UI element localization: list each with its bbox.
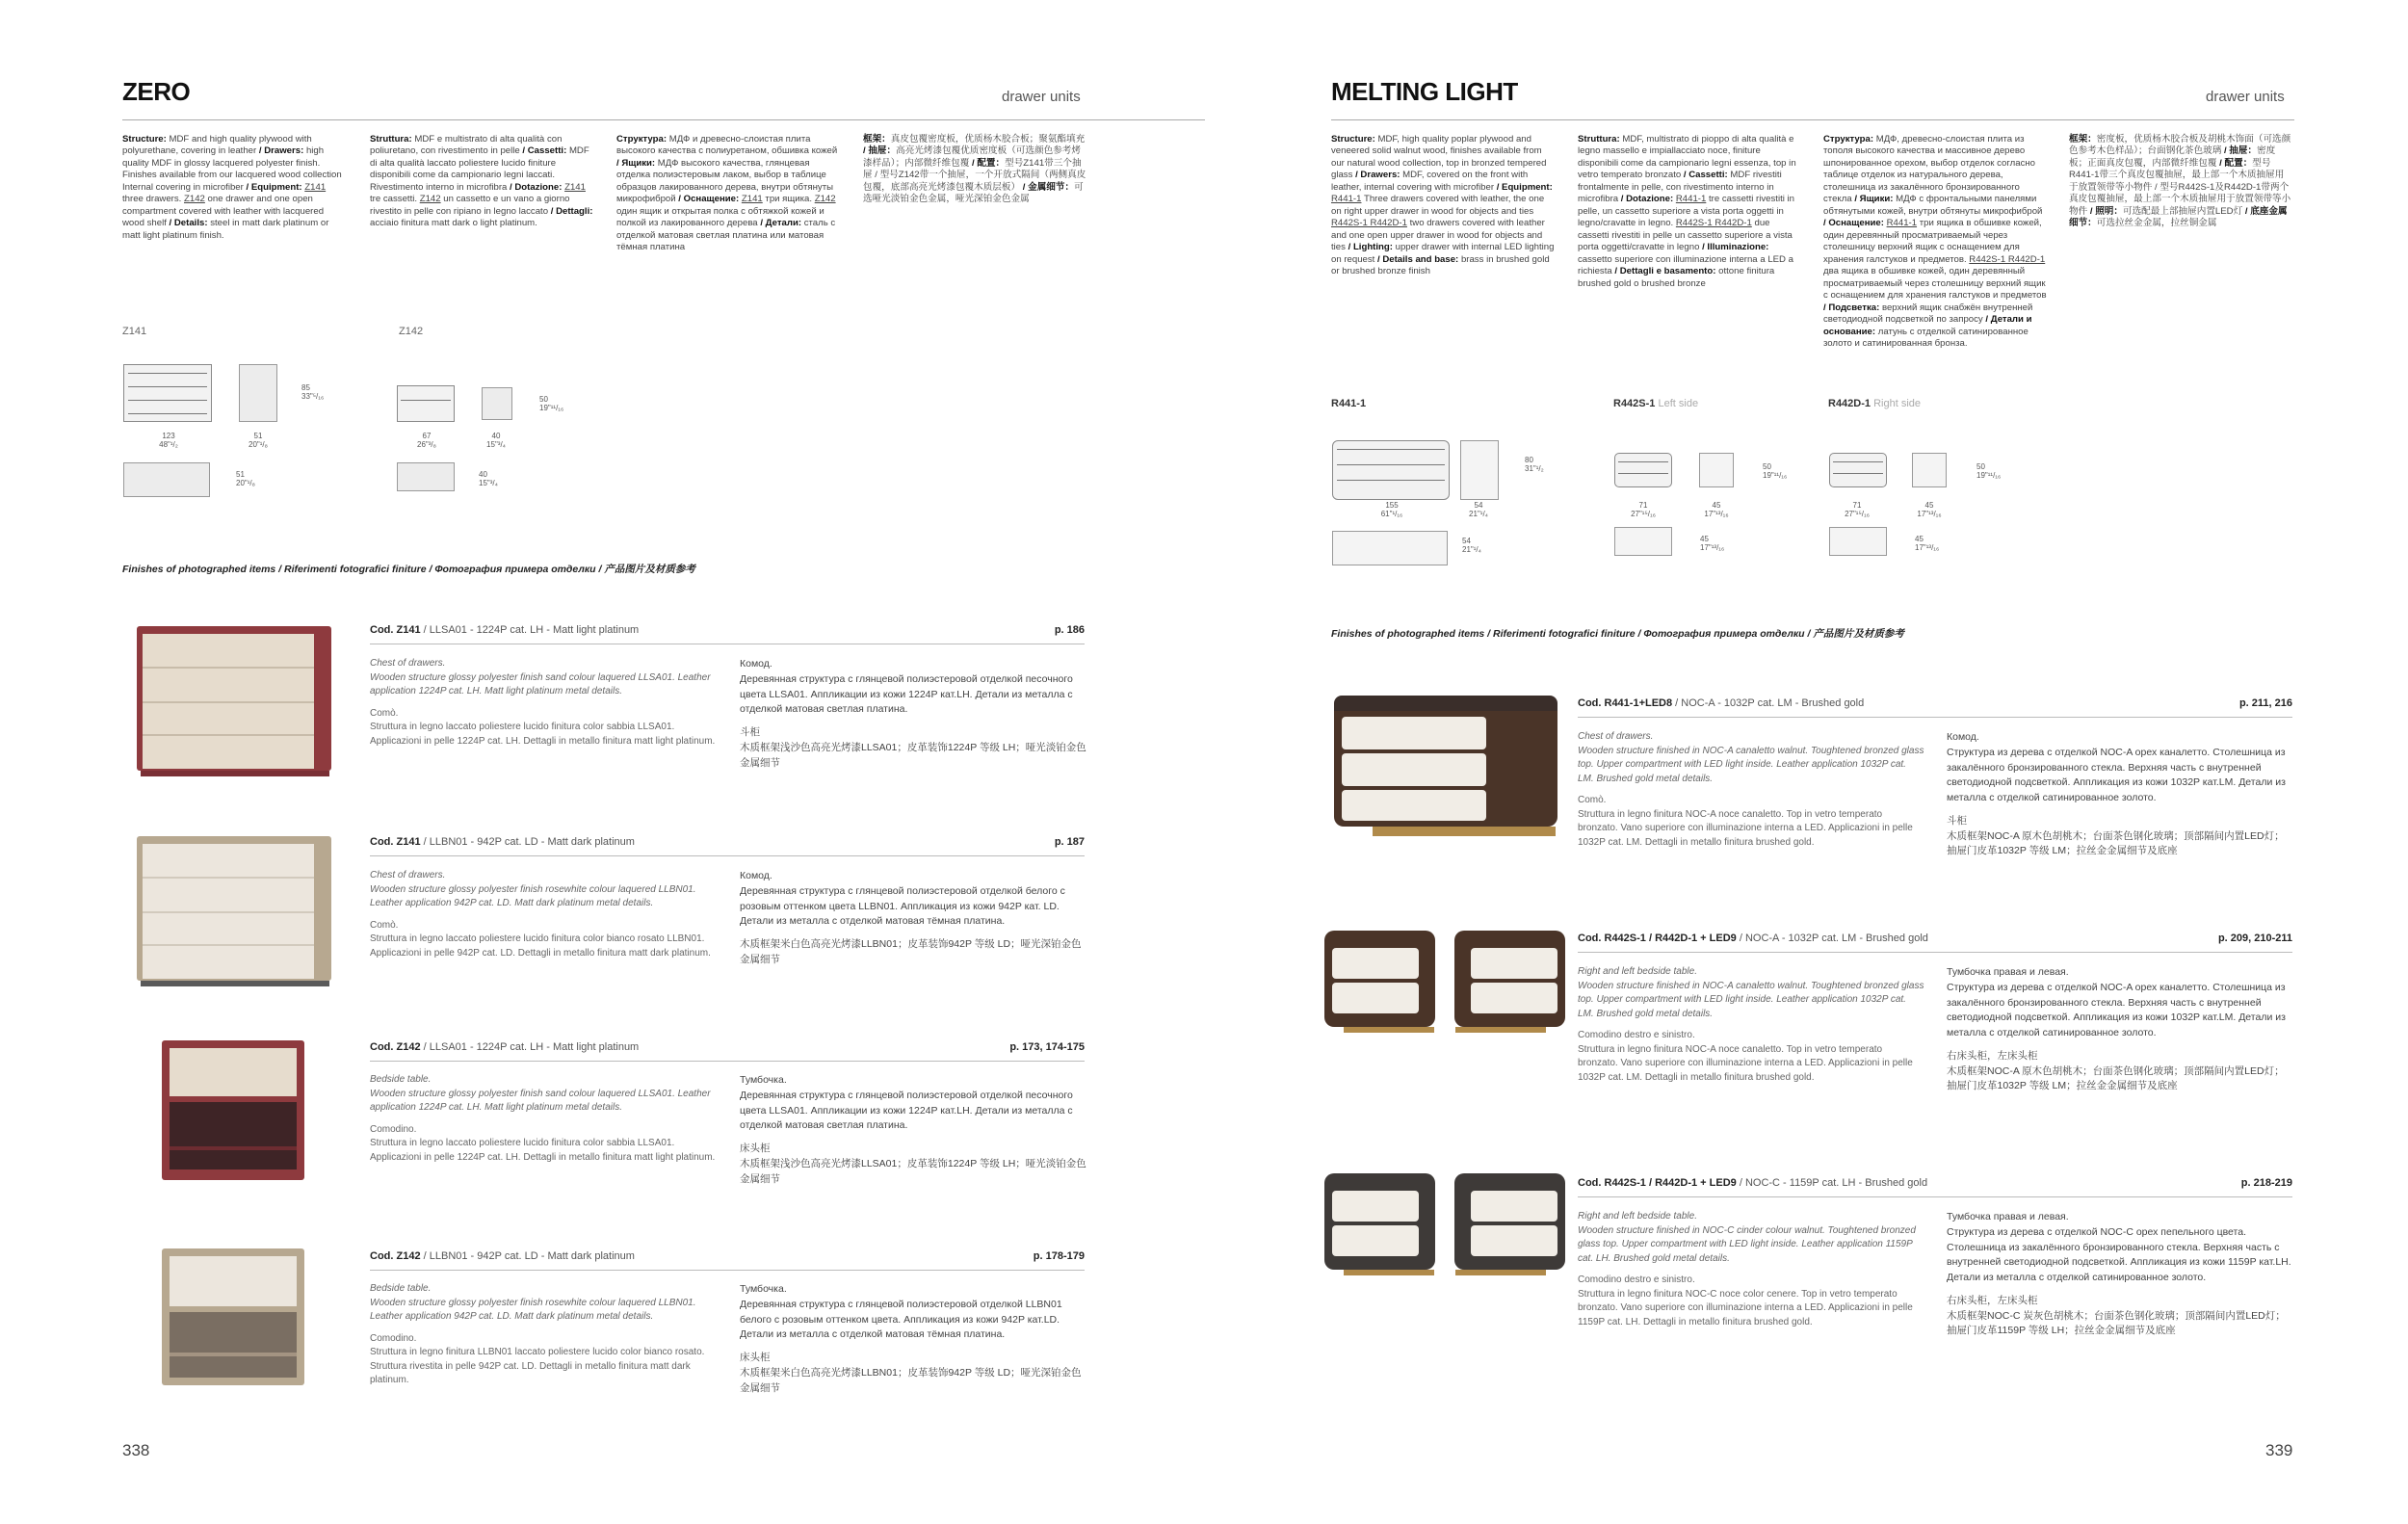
dim-r442s-d: 45 17"¹³/₁₆ <box>1704 501 1729 519</box>
model-code-z141: Z141 <box>122 326 147 337</box>
spec-column-cn: 框架：密度板，优质杨木胶合板及胡桃木饰面（可选颜色参考木色样品）；台面钢化茶色玻璃 / 抽屉：密度板；正面真皮包覆，内部微纤维包覆 / 配置：型号R441-1带三个真皮包覆抽屉，最上部一个木质抽屉用于放置领带等小物件 / 型号R442S-1及R442D-1带两个真皮包覆抽屉，最上部一个木质抽屉用于放置领带等小物件 / 照明：可选配最上部抽屉内置LED灯 / 底座金属细节：可选拉丝金金属，拉丝铜金属 <box>2069 134 2291 229</box>
item-rule <box>1578 717 2292 718</box>
item-desc-ru-cn: Тумбочка правая и левая. Структура из дерева с отделкой NOC-A орех каналетто. Столешница из закалённого бронзированного стекла. Верхняя часть с внутренней светодиодной подсветкой. Аппликация из кожи 1032P кат.LM. Детали из металла с отделкой сатинированное золото. 右床头柜，左床头柜 木质框架NOC-A 原木色胡桃木；台面茶色钢化玻璃；顶部隔间内置LED灯；抽屉门皮革1032P 等级 LM；拉丝金金属细节及底座 <box>1947 966 2286 1092</box>
diagram-r442s-front <box>1614 453 1672 487</box>
item-desc-en-it: Bedside table. Wooden structure glossy polyester finish sand colour laquered LLSA01. Leather application 1224P cat. LH. Matt light platinum metal details. Comodino. Struttura in legno laccato poliestere lucido finitura color sabbia LLSA01. Applicazioni in pelle 1224P cat. LH. Dettagli in metallo finitura matt light platinum. <box>370 1074 716 1163</box>
diagram-r442d-side <box>1912 453 1947 487</box>
item-page-ref: p. 186 <box>1054 624 1085 636</box>
item-page-ref: p. 209, 210-211 <box>2217 933 2292 944</box>
finishes-title: Finishes of photographed items / Riferimenti fotografici finiture / Фотография примера отделки / 产品图片及材质参考 <box>122 564 695 575</box>
spec-column-ru: Структура: МДФ, древесно-слоистая плита из тополя высокого качества и массивное дерево шпонированное орехом, выбор отделок согласно таблице отделок из натурального дерева, столешница из закалённого бронзированного стекла / Ящики: МДФ с фронтальными панелями обтянутыми кожей, внутри обтянуты микрофиброй / Оснащение: R441-1 три ящика в обшивке кожей, один деревянный просматриваемый через столешницу верхний ящик с оснащением для хранения галстуков и предметов. R442S-1 R442D-1 два ящика в обшивке кожей, один деревянный просматриваемый через столешницу верхний ящик с оснащением для хранения галстуков и предметов / Подсветка: верхний ящик снабжён внутренней светодиодной подсветкой по запросу / Детали и основание: латунь с отделкой сатинированное золото и сатинированная бронза. <box>1823 134 2047 349</box>
brand-title-melting-light: MELTING LIGHT <box>1331 77 1518 106</box>
product-image-z141-sand <box>137 626 331 780</box>
product-image-r441-noc-a <box>1334 696 1557 850</box>
product-image-r442-noc-a <box>1324 931 1565 1037</box>
diagram-r441-front <box>1332 440 1450 500</box>
diagram-z141-top <box>123 462 210 497</box>
item-desc-en-it: Right and left bedside table. Wooden structure finished in NOC-A canaletto walnut. Toughtened bronzed glass top. Upper compartment with LED light inside. Leather application 1032P cat. LM. Brushed gold metal details. Comodino destro e sinistro. Struttura in legno finitura NOC-A noce canaletto. Top in vetro temperato bronzato. Vano superiore con illuminazione interna a LED. Applicazioni in pelle 1032P cat. LM. Dettagli in metallo finitura brushed gold. <box>1578 966 1924 1083</box>
item-desc-ru-cn: Тумбочка правая и левая. Структура из дерева с отделкой NOC-C орех пепельного цвета. Столешница из закалённого бронзированного стекла. Верхняя часть с внутренней светодиодной подсветкой. Аппликация из кожи 1159P кат.LH. Детали из металла с отделкой сатинированное золото. 右床头柜，左床头柜 木质框架NOC-C 炭灰色胡桃木；台面茶色钢化玻璃；顶部隔间内置LED灯；抽屉门皮革1159P 等级 LH；拉丝金金属细节及底座 <box>1947 1211 2291 1337</box>
dim-z142-d: 40 15"³/₄ <box>486 432 506 450</box>
item-header: Cod. Z141 / LLSA01 - 1224P cat. LH - Matt light platinum <box>370 624 640 636</box>
dim-r442d-top: 45 17"¹³/₁₆ <box>1915 535 1940 553</box>
spec-column-en: Structure: MDF and high quality plywood with polyurethane, covering in leather / Drawers: high quality MDF in glossy lacquered polyester finish. Finishes available from our lacquered wood collection Internal covering in microfiber / Equipment: Z141 three drawers. Z142 one drawer and one open compartment covered with leather with lacquered wood shelf / Details: steel in matt dark platinum or matt light platinum finish. <box>122 134 342 241</box>
item-page-ref: p. 211, 216 <box>2238 697 2292 709</box>
category-label: drawer units <box>1002 89 1081 105</box>
diagram-r442s-top <box>1614 527 1672 556</box>
dim-z141-w: 123 48"¹/₂ <box>159 432 178 450</box>
page-number-right: 339 <box>2265 1441 2293 1459</box>
model-code-r442s: R442S-1 Left side <box>1613 398 1699 409</box>
diagram-r441-top <box>1332 531 1448 565</box>
diagram-z141-side <box>239 364 277 422</box>
diagram-r441-side <box>1460 440 1499 500</box>
spec-column-ru: Структура: МДФ и древесно-слоистая плита высокого качества с полиуретаном, обшивка кожей / Ящики: МДФ высокого качества, глянцевая отделка полиэстеровым лаком, выбор в таблице образцов лакированного дерева, внутри обтянуты микрофиброй / Оснащение: Z141 три ящика. Z142 один ящик и открытая полка с обтяжкой кожей и полкой из лакированного дерева / Детали: сталь с отделкой матовая светлая платина или матовая тёмная платина <box>616 134 838 253</box>
diagram-z141-front <box>123 364 212 422</box>
diagram-z142-side <box>482 387 512 420</box>
item-desc-ru-cn: Тумбочка. Деревянная структура с глянцевой полиэстеровой отделкой LLBN01 белого с розовым оттенком цвета. Аппликация из кожи 942P кат.LD. Детали из металла с отделкой матовая тёмная платина. 床头柜 木质框架米白色高亮光烤漆LLBN01；皮革装饰942P 等级 LD；哑光深铂金色金属细节 <box>740 1283 1082 1394</box>
item-desc-en-it: Bedside table. Wooden structure glossy polyester finish rosewhite colour laquered LLBN01. Leather application 942P cat. LD. Matt dark platinum metal details. Comodino. Struttura in legno finitura LLBN01 laccato poliestere lucido color bianco rosato. Struttura rivestita in pelle 942P cat. LD. Dettagli in metallo finitura matt dark platinum. <box>370 1283 705 1385</box>
item-desc-ru-cn: Тумбочка. Деревянная структура с глянцевой полиэстеровой отделкой песочного цвета LLSA01. Аппликации из кожи 1224P кат.LH. Детали из металла с отделкой матовая светлая платина. 床头柜 木质框架浅沙色高亮光烤漆LLSA01；皮革装饰1224P 等级 LH；哑光淡铂金色金属细节 <box>740 1074 1086 1185</box>
diagram-r442d-front <box>1829 453 1887 487</box>
dim-r442s-w: 71 27"¹⁵/₁₆ <box>1631 501 1656 519</box>
item-desc-en-it: Chest of drawers. Wooden structure glossy polyester finish rosewhite colour laquered LLBN01. Leather application 942P cat. LD. Matt dark platinum metal details. Comò. Struttura in legno laccato poliestere lucido finitura color bianco rosato LLBN01. Applicazioni in pelle 942P cat. LD. Dettagli in metallo finitura matt dark platinum. <box>370 870 711 959</box>
item-rule <box>370 1061 1085 1062</box>
diagram-r442d-top <box>1829 527 1887 556</box>
item-header: Cod. R442S-1 / R442D-1 + LED9 / NOC-C - 1159P cat. LH - Brushed gold <box>1578 1177 1928 1189</box>
dim-z142-w: 67 26"³/₈ <box>417 432 436 450</box>
category-label: drawer units <box>2206 89 2285 105</box>
dim-r442d-w: 71 27"¹⁵/₁₆ <box>1845 501 1870 519</box>
product-image-z142-rosewhite <box>162 1248 304 1391</box>
item-header: Cod. Z141 / LLBN01 - 942P cat. LD - Matt dark platinum <box>370 836 635 848</box>
product-image-z141-rosewhite <box>137 836 331 990</box>
brand-title-zero: ZERO <box>122 77 191 106</box>
dim-r441-top-d: 54 21"¹/₄ <box>1462 537 1481 555</box>
dim-r441-w: 155 61"¹/₁₆ <box>1380 501 1403 519</box>
dim-r441-d: 54 21"¹/₄ <box>1469 501 1488 519</box>
item-rule <box>370 855 1085 856</box>
item-desc-en-it: Chest of drawers. Wooden structure finished in NOC-A canaletto walnut. Toughtened bronzed glass top. Upper compartment with LED light inside. Leather application 1032P cat. LM. Brushed gold metal details. Comò. Struttura in legno finitura NOC-A noce canaletto. Top in vetro temperato bronzato. Vano superiore con illuminazione interna a LED. Applicazioni in pelle 1032P cat. LM. Dettagli in metallo finitura brushed gold. <box>1578 731 1924 848</box>
diagram-z142-top <box>397 462 455 491</box>
item-desc-ru-cn: Комод. Деревянная структура с глянцевой полиэстеровой отделкой песочного цвета LLSA01. Аппликации из кожи 1224P кат.LH. Детали из металла с отделкой матовая светлая платина. 斗柜 木质框架浅沙色高亮光烤漆LLSA01；皮革装饰1224P 等级 LH；哑光淡铂金色金属细节 <box>740 658 1086 769</box>
header-rule-right <box>1331 119 2294 120</box>
dim-z142-h: 50 19"¹¹/₁₆ <box>539 395 564 413</box>
item-page-ref: p. 178-179 <box>1033 1250 1085 1262</box>
item-page-ref: p. 173, 174-175 <box>1009 1041 1085 1053</box>
item-header: Cod. Z142 / LLBN01 - 942P cat. LD - Matt dark platinum <box>370 1250 635 1262</box>
model-code-r442d: R442D-1 Right side <box>1828 398 1922 409</box>
diagram-z142-front <box>397 385 455 422</box>
item-header: Cod. R441-1+LED8 / NOC-A - 1032P cat. LM - Brushed gold <box>1578 697 1865 709</box>
item-desc-en-it: Chest of drawers. Wooden structure glossy polyester finish sand colour laquered LLSA01. Leather application 1224P cat. LH. Matt light platinum metal details. Comò. Struttura in legno laccato poliestere lucido finitura color sabbia LLSA01. Applicazioni in pelle 1224P cat. LH. Dettagli in metallo finitura matt light platinum. <box>370 658 716 747</box>
item-header: Cod. R442S-1 / R442D-1 + LED9 / NOC-A - 1032P cat. LM - Brushed gold <box>1578 933 1928 944</box>
dim-r442s-h: 50 19"¹¹/₁₆ <box>1763 462 1788 481</box>
item-rule <box>370 1270 1085 1271</box>
item-desc-ru-cn: Комод. Структура из дерева с отделкой NOC-A орех каналетто. Столешница из закалённого бронзированного стекла. Верхняя часть с внутренней светодиодной подсветкой. Аппликация из кожи 1032P кат.LM. Детали из металла с отделкой сатинированное золото. 斗柜 木质框架NOC-A 原木色胡桃木；台面茶色钢化玻璃；顶部隔间内置LED灯；抽屉门皮革1032P 等级 LM；拉丝金金属细节及底座 <box>1947 731 2286 857</box>
dim-r442s-top: 45 17"¹³/₁₆ <box>1700 535 1725 553</box>
item-desc-en-it: Right and left bedside table. Wooden structure finished in NOC-C cinder colour walnut. Toughtened bronzed glass top. Upper compartment with LED light inside. Leather application 1159P cat. LH. Brushed gold metal details. Comodino destro e sinistro. Struttura in legno finitura NOC-C noce color cenere. Top in vetro temperato bronzato. Vano superiore con illuminazione interna a LED. Applicazioni in pelle 1159P cat. LH. Dettagli in metallo finitura brushed gold. <box>1578 1211 1916 1327</box>
model-code-r441: R441-1 <box>1331 398 1367 409</box>
finishes-title: Finishes of photographed items / Riferimenti fotografici finiture / Фотография примера отделки / 产品图片及材质参考 <box>1331 628 1904 640</box>
product-image-z142-sand <box>162 1040 304 1185</box>
dim-r442d-h: 50 19"¹¹/₁₆ <box>1976 462 2002 481</box>
item-desc-ru-cn: Комод. Деревянная структура с глянцевой полиэстеровой отделкой белого с розовым оттенком цвета LLBN01. Аппликация из кожи 942P кат. LD. Детали из металла с отделкой матовая тёмная платина. 木质框架米白色高亮光烤漆LLBN01；皮革装饰942P 等级 LD；哑光深铂金色金属细节 <box>740 870 1082 965</box>
diagram-r442s-side <box>1699 453 1734 487</box>
header-rule <box>122 119 1205 120</box>
item-page-ref: p. 218-219 <box>2240 1177 2292 1189</box>
dim-z141-top-d: 51 20"¹/₈ <box>236 470 255 488</box>
model-code-z142: Z142 <box>399 326 424 337</box>
item-header: Cod. Z142 / LLSA01 - 1224P cat. LH - Matt light platinum <box>370 1041 640 1053</box>
page-number-left: 338 <box>122 1441 150 1459</box>
dim-r442d-d: 45 17"¹³/₁₆ <box>1917 501 1942 519</box>
spec-column-it: Struttura: MDF e multistrato di alta qualità con poliuretano, con rivestimento in pelle / Cassetti: MDF di alta qualità laccato poliestere lucido finiture disponibili come da campionario legni laccati. Rivestimento interno in microfibra / Dotazione: Z141 tre cassetti. Z142 un cassetto e un vano a giorno rivestito in pelle con ripiano in legno laccato / Dettagli: acciaio finitura matt dark o light platinum. <box>370 134 593 229</box>
dim-z141-h: 85 33"⁵/₁₆ <box>301 383 325 402</box>
item-page-ref: p. 187 <box>1054 836 1085 848</box>
spec-column-it: Struttura: MDF, multistrato di pioppo di alta qualità e legno massello e impiallacciato noce, finiture disponibili come da campionario legni essenza, top in vetro temperato bronzato / Cassetti: MDF rivestiti frontalmente in pelle, con rivestimento interno in microfibra / Dotazione: R441-1 tre cassetti rivestiti in pelle, un cassetto superiore a vista porta oggetti in legno/cravatte in legno. R442S-1 R442D-1 due cassetti rivestiti in pelle un cassetto superiore a vista porta oggetti/cravatte in legno / Illuminazione: cassetto superiore con illuminazione interna a LED a richiesta / Dettagli e basamento: ottone finitura brushed gold o brushed bronze <box>1578 134 1796 289</box>
product-image-r442-noc-c <box>1324 1173 1565 1279</box>
item-rule <box>1578 1196 2292 1197</box>
dim-z142-top-d: 40 15"³/₄ <box>479 470 498 488</box>
spec-column-cn: 框架：真皮包覆密度板，优质杨木胶合板；聚氨酯填充 / 抽屉：高亮光烤漆包覆优质密度板（可选颜色参考烤漆样品）；内部微纤维包覆 / 配置：型号Z141带三个抽屉 / 型号Z142带一个抽屉，一个开放式隔间（两侧真皮包覆，底部高亮光烤漆包覆木质层板） / 金属细节：可选哑光淡铂金色金属，哑光深铂金色金属 <box>863 134 1086 205</box>
item-rule <box>1578 952 2292 953</box>
dim-r441-h: 80 31"¹/₂ <box>1525 456 1544 474</box>
dim-z141-d: 51 20"¹/₈ <box>249 432 268 450</box>
spec-column-en: Structure: MDF, high quality poplar plywood and veneered solid walnut wood, finishes available from our natural wood collection, top in bronzed tempered glass / Drawers: MDF, covered on the front with leather, internal covering with microfiber / Equipment: R441-1 Three drawers covered with leather, the one on right upper drawer in wood for objects and ties R442S-1 R442D-1 two drawers covered with leather and one open upper drawer in wood for objects and ties / Lighting: upper drawer with internal LED lighting on request / Details and base: brass in brushed gold or brushed bronze finish <box>1331 134 1555 277</box>
